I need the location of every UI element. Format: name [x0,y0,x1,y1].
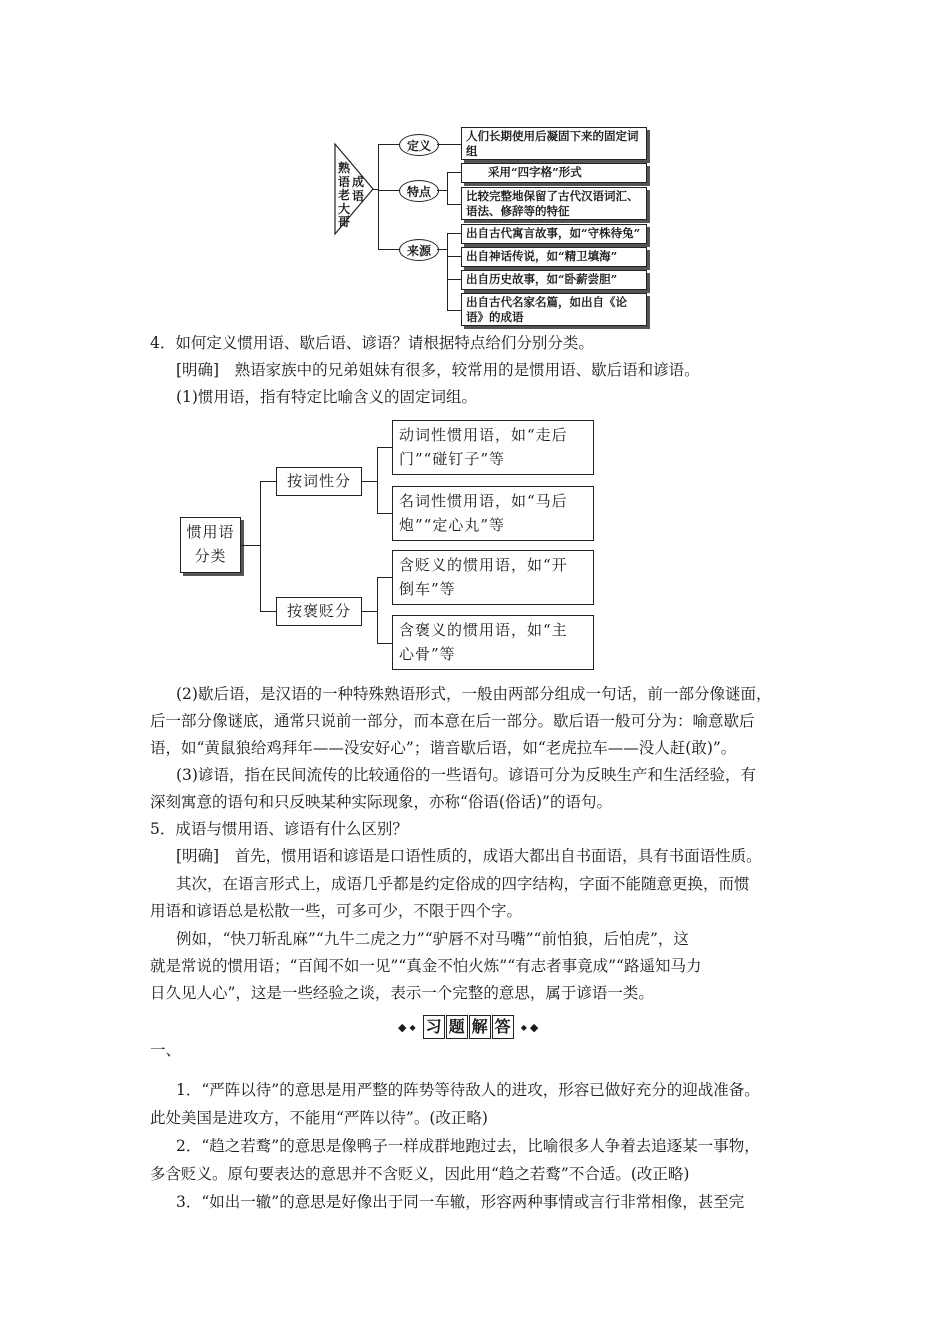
definition-item: 人们长期使用后凝固下来的固定词组 [461,127,647,160]
question-5: 5．成语与惯用语、谚语有什么区别？ [150,820,408,838]
root-label-col1: 熟语老大哥 [338,161,351,229]
commendatory-idioms-line-1: 含褒义的惯用语，如“主 [399,621,568,639]
exercise-line: 3．“如出一辙”的意思是好像出于同一车辙，形容两种事情或言行非常相像，甚至完 [176,1193,745,1211]
section-title [423,1015,514,1039]
paragraph-line: 后一部分像谜底，通常只说前一部分，而本意在后一部分。歇后语一般可分为：喻意歇后 [150,712,755,730]
group-by-connotation: 按褒贬分 [276,597,362,626]
verb-idioms-line-2: 门”“碰钉子”等 [399,450,506,468]
part-label: 一、 [150,1041,182,1059]
section-title-char: 题 [446,1015,468,1039]
exercise-line: 2．“趋之若鹜”的意思是像鸭子一样成群地跑过去，比喻很多人争着去追逐某一事物， [176,1137,760,1155]
branch-definition: 定义 [399,134,439,156]
paragraph-line: 深刻寓意的语句和只反映某种实际现象，亦称“俗语(俗话)”的语句。 [150,793,612,811]
question-4: 4．如何定义惯用语、歇后语、谚语？请根据特点给们分别分类。 [150,334,594,352]
origin-item: 出自神话传说，如“精卫填海” [461,247,647,267]
paragraph-line: (3)谚语，指在民间流传的比较通俗的一些语句。谚语可分为反映生产和生活经验，有 [176,766,756,784]
feature-item: 比较完整地保留了古代汉语词汇、语法、修辞等的特征 [461,187,647,220]
exercise-line: 1．“严阵以待”的意思是用严整的阵势等待敌人的进攻，形容已做好充分的迎战准备。 [176,1081,760,1099]
branch-features: 特点 [399,180,439,202]
feature-item: 采用“四字格”形式 [461,163,647,183]
paragraph-line: 就是常说的惯用语；“百闻不如一见”“真金不怕火炼”“有志者事竟成”“路遥知马力 [150,957,702,975]
exercise-line: 多含贬义。原句要表达的意思并不含贬义，因此用“趋之若鹜”不合适。(改正略) [150,1165,690,1183]
paragraph-line: 其次，在语言形式上，成语几乎都是约定俗成的四字结构，字面不能随意更换，而惯 [176,875,750,893]
verb-idioms-box [392,420,594,475]
answer-5: [明确] 首先，惯用语和谚语是口语性质的，成语大都出自书面语，具有书面语性质。 [176,847,762,865]
origin-item: 出自古代名家名篇，如出自《论语》的成语 [461,293,647,326]
noun-idioms-box [392,486,594,541]
diamond-small-icon: ◆ [409,1022,416,1032]
origin-item: 出自历史故事，如“卧薪尝胆” [461,270,647,290]
commendatory-idioms-line-2: 心骨”等 [399,645,456,663]
root-label-col2: 成语 [352,175,365,203]
exercise-line: 此处美国是进攻方，不能用“严阵以待”。(改正略) [150,1109,488,1127]
section-title-char: 解 [469,1015,491,1039]
paragraph-line: 例如，“快刀斩乱麻”“九牛二虎之力”“驴唇不对马嘴”“前怕狼，后怕虎”，这 [176,930,689,948]
section-title-char: 习 [423,1015,445,1039]
noun-idioms-line-1: 名词性惯用语，如“马后 [399,492,568,510]
section-title-char: 答 [492,1015,514,1039]
branch-origin: 来源 [399,239,439,261]
paragraph-line: (2)歇后语，是汉语的一种特殊熟语形式，一般由两部分组成一句话，前一部分像谜面， [176,685,772,703]
answer-4: [明确] 熟语家族中的兄弟姐妹有很多，较常用的是惯用语、歇后语和谚语。 [176,361,700,379]
derogatory-idioms-line-2: 倒车”等 [399,580,456,598]
paragraph-line: 日久见人心”，这是一些经验之谈，表示一个完整的意思，属于谚语一类。 [150,984,654,1002]
diamond-icon: ◆ [398,1020,407,1034]
paragraph-line: 用语和谚语总是松散一些，可多可少，不限于四个字。 [150,902,523,920]
derogatory-idioms-box [392,550,594,605]
origin-item: 出自古代寓言故事，如“守株待兔” [461,224,647,244]
group-by-part-of-speech: 按词性分 [276,467,362,496]
idiom-definition: (1)惯用语，指有特定比喻含义的固定词组。 [176,388,477,406]
derogatory-idioms-line-1: 含贬义的惯用语，如“开 [399,556,568,574]
noun-idioms-line-2: 炮”“定心丸”等 [399,516,506,534]
root-line-1: 惯用语 [186,523,235,541]
verb-idioms-line-1: 动词性惯用语，如“走后 [399,426,568,444]
classification-root [180,517,241,573]
paragraph-line: 语，如“黄鼠狼给鸡拜年——没安好心”；谐音歇后语，如“老虎拉车——没人赶(敢)”。 [150,739,737,757]
section-header [398,1014,538,1040]
root-line-2: 分类 [194,547,227,565]
diamond-small-icon: ◆ [520,1022,527,1032]
commendatory-idioms-box [392,615,594,670]
diamond-icon: ◆ [529,1020,539,1034]
